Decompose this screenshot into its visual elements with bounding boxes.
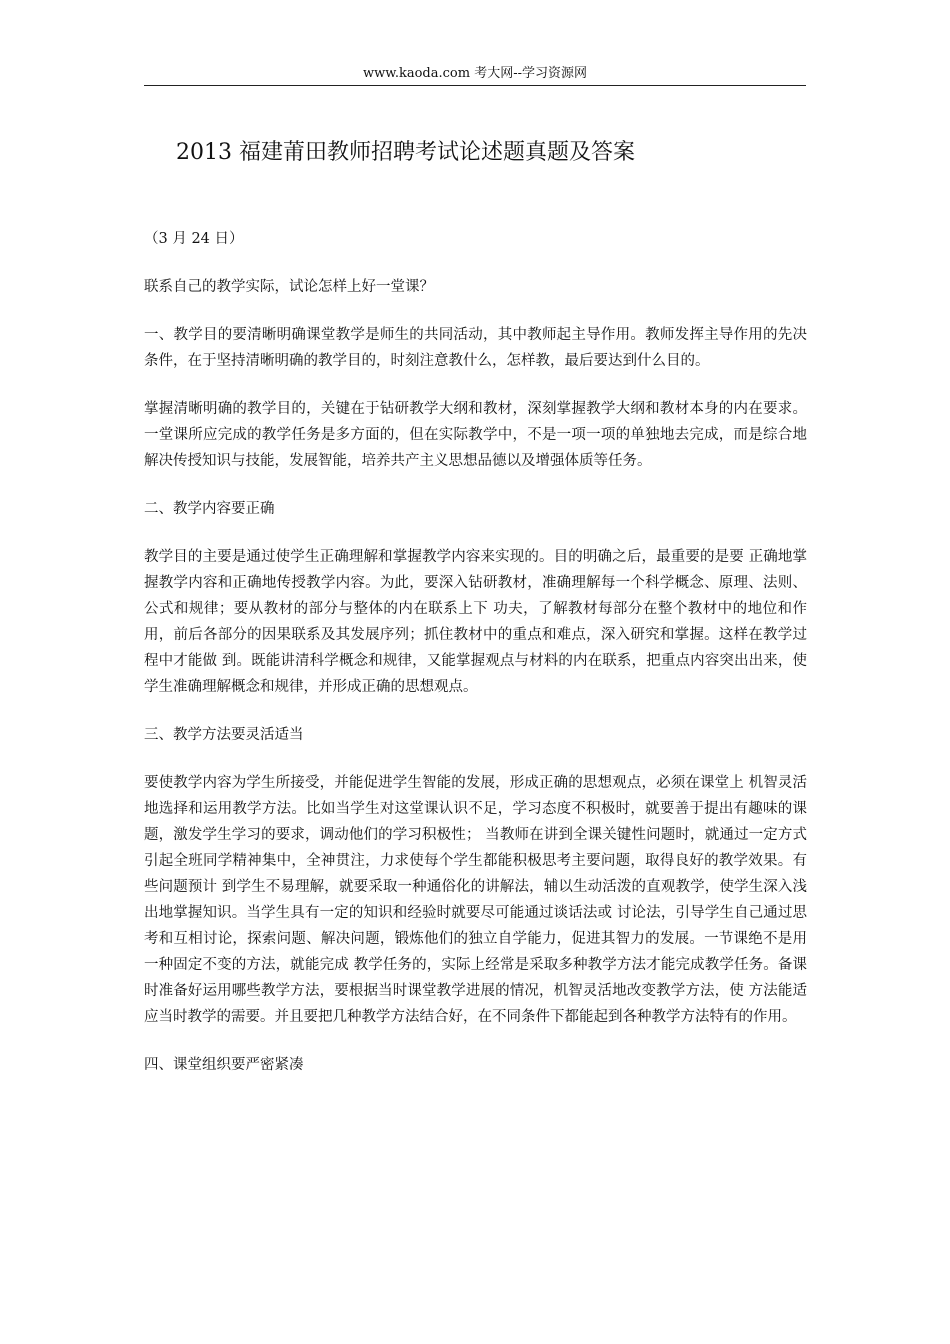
paragraph-4: 要使教学内容为学生所接受，并能促进学生智能的发展，形成正确的思想观点，必须在课堂上 机智灵活地选择和运用教学方法。比如当学生对这堂课认识不足，学习态度不积极时，就要善于提出有趣味的课题，激发学生学习的要求，调动他们的学习积极性； 当教师在讲到全课关键性问题时，就通过一定方式引起全班同学精神集中，全神贯注，力求使每个学生都能积极思考主要问题，取得良好的教学效果。有些问题预计 到学生不易理解，就要采取一种通俗化的讲解法，辅以生动活泼的直观教学，使学生深入浅出地掌握知识。当学生具有一定的知识和经验时就要尽可能通过谈话法或 讨论法，引导学生自己通过思考和互相讨论，探索问题、解决问题，锻炼他们的独立自学能力，促进其智力的发展。一节课绝不是用一种固定不变的方法，就能完成 教学任务的，实际上经常是采取多种教学方法才能完成教学任务。备课时准备好运用哪些教学方法，要根据当时课堂教学进展的情况，机智灵活地改变教学方法，使 方法能适应当时教学的需要。并且要把几种教学方法结合好，在不同条件下都能起到各种教学方法特有的作用。 xyxy=(144,775,807,1025)
document-body xyxy=(144,226,807,1100)
document-title: 2013 福建莆田教师招聘考试论述题真题及答案 xyxy=(176,140,635,165)
question-text: 联系自己的教学实际，试论怎样上好一堂课？ xyxy=(144,279,434,295)
section-heading-2: 二、教学内容要正确 xyxy=(144,501,275,517)
paragraph-1: 一、教学目的要清晰明确课堂教学是师生的共同活动，其中教师起主导作用。教师发挥主导作用的先决条件，在于坚持清晰明确的教学目的，时刻注意教什么，怎样教，最后要达到什么目的。 xyxy=(144,327,807,369)
paragraph-3: 教学目的主要是通过使学生正确理解和掌握教学内容来实现的。目的明确之后，最重要的是要 正确地掌握教学内容和正确地传授教学内容。为此，要深入钻研教材，准确理解每一个科学概念、原理、法则、公式和规律；要从教材的部分与整体的内在联系上下 功夫，了解教材每部分在整个教材中的地位和作用，前后各部分的因果联系及其发展序列；抓住教材中的重点和难点，深入研究和掌握。这样在教学过程中才能做 到。既能讲清科学概念和规律，又能掌握观点与材料的内在联系，把重点内容突出出来，使学生准确理解概念和规律，并形成正确的思想观点。 xyxy=(144,549,807,695)
paragraph-2: 掌握清晰明确的教学目的，关键在于钻研教学大纲和教材，深刻掌握教学大纲和教材本身的内在要求。一堂课所应完成的教学任务是多方面的，但在实际教学中，不是一项一项的单独地去完成，而是综合地解决传授知识与技能，发展智能，培养共产主义思想品德以及增强体质等任务。 xyxy=(144,401,807,469)
section-heading-4: 四、课堂组织要严密紧凑 xyxy=(144,1057,304,1073)
exam-date: （3 月 24 日） xyxy=(144,231,244,247)
section-heading-3: 三、教学方法要灵活适当 xyxy=(144,727,304,743)
header-divider xyxy=(144,85,806,86)
page-header: www.kaoda.com 考大网--学习资源网 xyxy=(363,66,587,81)
